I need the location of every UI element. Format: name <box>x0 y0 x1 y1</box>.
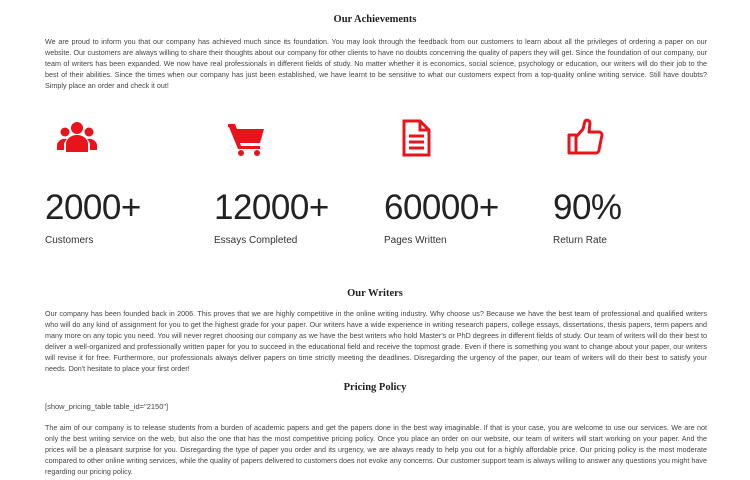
stat-customers-value: 2000+ <box>45 188 141 227</box>
thumbs-up-icon <box>565 118 605 158</box>
stats-section <box>45 118 707 258</box>
writers-title: Our Writers <box>347 288 403 299</box>
document-icon <box>396 118 436 158</box>
stat-customers <box>45 118 205 246</box>
stat-return-label: Return Rate <box>553 235 607 246</box>
users-icon <box>57 118 97 158</box>
stat-pages-label: Pages Written <box>384 235 447 246</box>
stat-pages <box>384 118 544 246</box>
stat-customers-label: Customers <box>45 235 94 246</box>
pricing-shortcode: [show_pricing_table table_id="2150"] <box>45 402 169 411</box>
pricing-title: Pricing Policy <box>343 382 407 393</box>
stat-pages-value: 60000+ <box>384 188 499 227</box>
achievements-text: We are proud to inform you that our company has achieved much since its foundation. You may look through the feedback from our customers to learn about all the privileges of ordering a paper on our website. Our customers are always willing to share their thoughts about our company for other clients to have no doubts concerning the quality of papers they will get. Since the foundation of our company, our team of writers has been expanded. We now have real professionals in different fields of study. No matter whether it is economics, social science, psychology or education, our writers will do their job to the best of their abilities. Since the times when our company has just been established, we have learnt to be sensitive to what our customers expect from a top-quality online writing service. Still have doubts? Simply place an order and check it out! <box>45 37 707 90</box>
shopping-cart-icon <box>226 118 266 158</box>
stat-return-value: 90% <box>553 188 622 227</box>
stat-essays-value: 12000+ <box>214 188 329 227</box>
stat-essays <box>214 118 374 246</box>
stat-essays-label: Essays Completed <box>214 235 298 246</box>
achievements-title: Our Achievements <box>333 14 417 25</box>
stat-return <box>553 118 713 246</box>
writers-text: Our company has been founded back in 2006. This proves that we are highly competitive in the online writing industry. Why choose us? Because we have the best team of professional and qualified writers who will do any kind of assignment for you to get the highest grade for your paper. Our writers have a wide experience in writing research papers, college essays, dissertations, thesis papers, term papers and many more on any topic you need. You will never regret choosing our company as we have the best writers who hold Master's or PhD degrees in different fields of study. Our team of writers will do their best to deliver a well-organized and professionally written paper for you to succeed in the educational field and receive the topmost grade. Even if there is something you want to change about your paper, our writers will revise it for free. Furthermore, our professionals always deliver papers on time strictly meeting the deadlines. Disregarding the urgency of the paper, our team of writers will do their best to satisfy your needs. Don't hesitate to place your first order! <box>45 309 707 373</box>
pricing-text: The aim of our company is to release students from a burden of academic papers and get the papers done in the best way imaginable. If that is your case, you are welcome to use our services. We are not only the best writing service on the web, but also the one that has the most competitive pricing policy. Once you place an order on our website, our team of writers will start working on your paper. And the prices will be a pleasant surprise for you. Disregarding the type of paper you order and its urgency, we are always ready to help you out for a highly affordable price. Our pricing policy is the most moderate compared to other online writing services, while the quality of papers delivered to customers does not evoke any concerns. Our customer support team is always willing to answer any questions you might have regarding our pricing policy. <box>45 423 707 476</box>
